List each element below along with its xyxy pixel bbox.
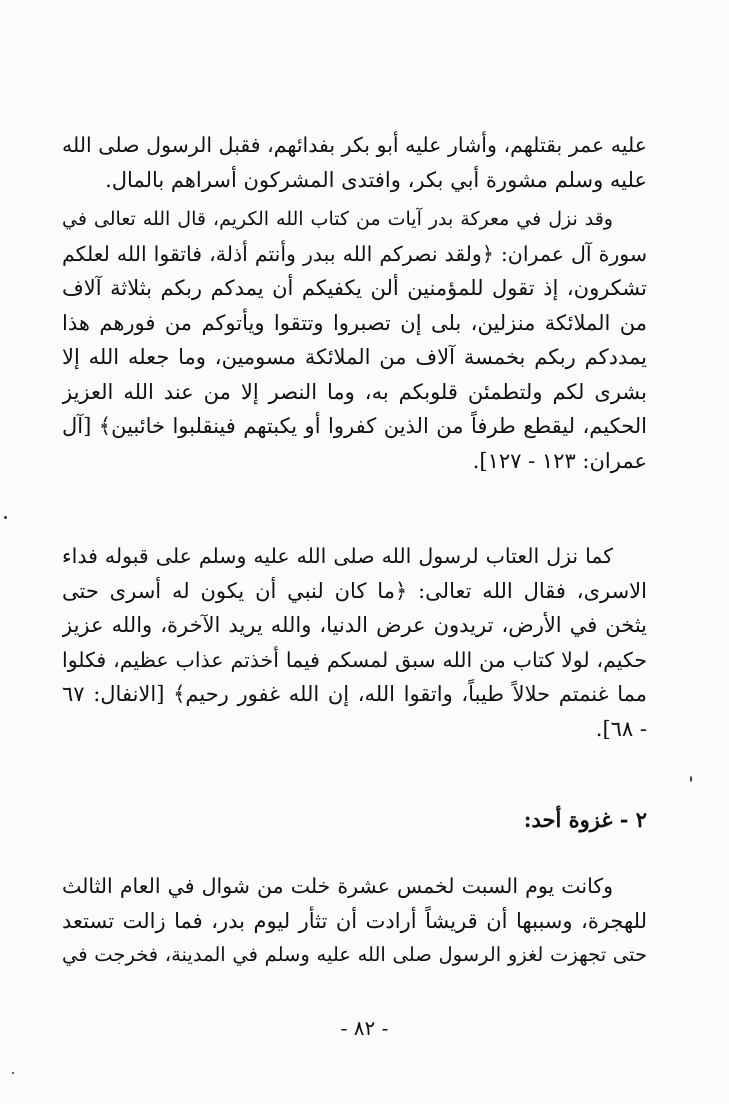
paragraph-line: كما نزل العتاب لرسول الله صلى الله عليه وسلم على قبوله فداء [62,544,613,568]
paragraph-line: من الملائكة منزلين، بلى إن تصبروا وتتقوا ويأتوكم من فورهم هذا [62,310,647,335]
paragraph-line: عليه عمر بقتلهم، وأشار عليه أبو بكر بفدائهم، فقبل الرسول صلى الله [62,133,647,157]
paragraph-line: وقد نزل في معركة بدر آيات من كتاب الله الكريم، قال الله تعالى في [62,208,613,230]
paragraph-line: بشرى لكم ولتطمئن قلوبكم به، وما النصر إلا من عند الله العزيز [62,379,647,404]
paragraph-line: عمران: ١٢٣ - ١٢٧]. [472,448,647,473]
paragraph-line: يثخن في الأرض، تريدون عرض الدنيا، والله يريد الآخرة، والله عزيز [62,613,647,637]
paragraph-line: تشكرون، إذ تقول للمؤمنين ألن يكفيكم أن يمدكم ربكم بثلاثة آلاف [62,276,647,300]
paragraph-2 [62,202,647,478]
paragraph-line: عليه وسلم مشورة أبي بكر، وافتدى المشركون أسراهم بالمال. [105,167,647,192]
scan-speck [4,516,7,519]
paragraph-line: للهجرة، وسببها أن قريشاً أرادت أن تثأر ليوم بدر، فما زالت تستعد [62,908,647,933]
paragraph-line: سورة آل عمران: ﴿ولقد نصركم الله ببدر وأنتم أذلة، فاتقوا الله لعلكم [62,241,647,266]
paragraph-line: وكانت يوم السبت لخمس عشرة خلت من شوال في العام الثالث [62,874,613,898]
paragraph-line: يمددكم ربكم بخمسة آلاف من الملائكة مسومين، وما جعله الله إلا [62,345,647,369]
paragraph-line: - ٦٨]. [595,716,647,741]
paragraph-line: حتى تجهزت لغزو الرسول صلى الله عليه وسلم في المدينة، فخرجت في [62,943,647,966]
section-heading: ٢ - غزوة أحد: [523,807,647,832]
paragraph-line: حكيم، لولا كتاب من الله سبق لمسكم فيما أخذتم عذاب عظيم، فكلوا [62,647,647,672]
paragraph-line: الحكيم، ليقطع طرفاً من الذين كفروا أو يكبتهم فينقلبوا خائبين﴾ [آل [62,414,647,438]
scan-speck [12,1072,14,1074]
scan-speck [690,776,692,782]
paragraph-4 [62,869,647,973]
paragraph-1 [62,128,647,197]
paragraph-3 [62,539,647,746]
paragraph-line: مما غنمتم حلالاً طيباً، واتقوا الله، إن الله غفور رحيم﴾ [الانفال: ٦٧ [62,682,647,706]
paragraph-line: الاسرى، فقال الله تعالى: ﴿ما كان لنبي أن يكون له أسرى حتى [62,578,647,603]
page-number: - ٨٢ - [340,1016,389,1040]
